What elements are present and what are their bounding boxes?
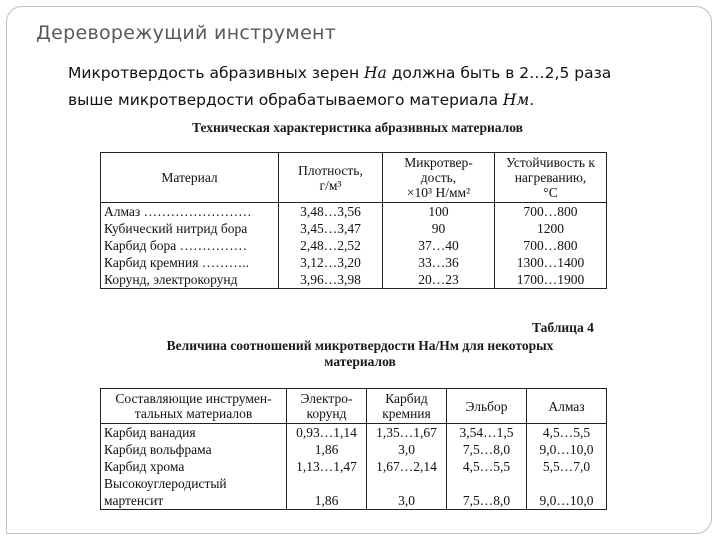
table-row <box>101 237 607 254</box>
table1-header-text: Устойчивость к <box>506 155 595 170</box>
value-cell <box>287 475 367 492</box>
table-row <box>101 203 607 221</box>
value-cell: 1,67…2,14 <box>367 458 447 475</box>
table1-header-text: нагреванию, <box>514 170 587 185</box>
row-label-cell: Кубический нитрид бора <box>101 220 279 237</box>
value-cell: 3,45…3,47 <box>279 220 383 237</box>
row-label-cell: Карбид вольфрама <box>101 441 287 458</box>
value-cell: 1,13…1,47 <box>287 458 367 475</box>
value-cell: 100 <box>383 203 495 221</box>
table1-body <box>101 203 607 289</box>
value-cell: 90 <box>383 220 495 237</box>
microhardness-ratio-table <box>100 388 607 510</box>
table2-header-text: корунд <box>306 406 347 421</box>
table1-header-text: Материал <box>161 170 218 185</box>
value-cell: 2,48…2,52 <box>279 237 383 254</box>
row-label-cell: Алмаз …………………… <box>101 203 279 221</box>
row-label-cell: Карбид ванадия <box>101 424 287 442</box>
value-cell: 0,93…1,14 <box>287 424 367 442</box>
intro-line2-start: выше микротвердости обрабатываемого материала <box>68 91 503 109</box>
value-cell: 3,0 <box>367 492 447 510</box>
table2-body <box>101 424 607 510</box>
row-label-cell: Высокоуглеродистый <box>101 475 287 492</box>
table2-header-cell <box>367 389 447 424</box>
table1-header-cell <box>101 153 279 203</box>
row-label-cell: Карбид бора …………… <box>101 237 279 254</box>
value-cell: 3,0 <box>367 441 447 458</box>
value-cell: 3,54…1,5 <box>447 424 527 442</box>
abrasives-table <box>100 152 607 289</box>
value-cell: 1,86 <box>287 441 367 458</box>
value-cell: 5,5…7,0 <box>527 458 607 475</box>
value-cell: 9,0…10,0 <box>527 492 607 510</box>
value-cell: 700…800 <box>495 203 607 221</box>
value-cell: 7,5…8,0 <box>447 492 527 510</box>
table1-header-cell <box>383 153 495 203</box>
table-row <box>101 271 607 289</box>
table2-header-cell <box>101 389 287 424</box>
table1-header-text: Микротвер- <box>404 155 473 170</box>
table2-header-cell <box>527 389 607 424</box>
table2-caption <box>120 338 600 370</box>
table-row <box>101 492 607 510</box>
value-cell: 3,12…3,20 <box>279 254 383 271</box>
value-cell: 37…40 <box>383 237 495 254</box>
table1-header-text: °С <box>543 185 558 200</box>
intro-hm-symbol: Hм <box>502 91 530 109</box>
value-cell <box>367 475 447 492</box>
table2-header-cell <box>287 389 367 424</box>
value-cell: 1,86 <box>287 492 367 510</box>
table2-header-cell <box>447 389 527 424</box>
value-cell: 3,96…3,98 <box>279 271 383 289</box>
table2-header-text: Эльбор <box>465 398 508 414</box>
table2-number: Таблица 4 <box>532 320 594 335</box>
table2-header-row <box>101 389 607 424</box>
table-row <box>101 424 607 442</box>
table-row <box>101 441 607 458</box>
row-label-cell: Карбид кремния ……….. <box>101 254 279 271</box>
table1-header-row <box>101 153 607 203</box>
table2-header-text: тальных материалов <box>134 406 253 421</box>
slide-title: Дереворежущий инструмент <box>36 22 337 44</box>
value-cell: 7,5…8,0 <box>447 441 527 458</box>
table1-header-text: ×10³ Н/мм² <box>406 185 471 200</box>
value-cell: 1700…1900 <box>495 271 607 289</box>
intro-text <box>68 60 628 114</box>
table2-header-text: Электро- <box>300 391 353 406</box>
intro-line1-end: должна быть в 2…2,5 раза <box>386 64 612 82</box>
table2-header-text: Алмаз <box>548 398 585 414</box>
table1-caption: Техническая характеристика абразивных материалов <box>192 120 523 135</box>
table1-header-cell <box>495 153 607 203</box>
value-cell <box>527 475 607 492</box>
table2-caption-line2: материалов <box>324 354 396 369</box>
table-row <box>101 475 607 492</box>
table1-header-cell <box>279 153 383 203</box>
value-cell: 1200 <box>495 220 607 237</box>
table1-header-text: Плотность, <box>298 162 363 178</box>
table2-caption-line1: Величина соотношений микротвердости Ha/Hм для некоторых <box>166 338 554 353</box>
value-cell: 1,35…1,67 <box>367 424 447 442</box>
row-label-cell: Карбид хрома <box>101 458 287 475</box>
row-label-cell: Корунд, электрокорунд <box>101 271 279 289</box>
table2-header-text: Составляющие инструмен- <box>115 391 272 406</box>
intro-line1-start: Микротвердость абразивных зерен <box>68 64 365 82</box>
table-row <box>101 254 607 271</box>
table2-header-text: Карбид <box>385 391 428 406</box>
value-cell: 1300…1400 <box>495 254 607 271</box>
value-cell: 700…800 <box>495 237 607 254</box>
table-row <box>101 220 607 237</box>
value-cell: 20…23 <box>383 271 495 289</box>
intro-ha-symbol: Ha <box>364 64 387 82</box>
row-label-cell: мартенсит <box>101 492 287 510</box>
table-row <box>101 458 607 475</box>
value-cell: 9,0…10,0 <box>527 441 607 458</box>
value-cell <box>447 475 527 492</box>
table1-header-text: дость, <box>420 170 457 185</box>
table2-header-text: кремния <box>382 406 431 421</box>
value-cell: 3,48…3,56 <box>279 203 383 221</box>
intro-line2-end: . <box>529 91 535 109</box>
value-cell: 33…36 <box>383 254 495 271</box>
value-cell: 4,5…5,5 <box>447 458 527 475</box>
table1-header-text: г/м³ <box>319 177 342 193</box>
value-cell: 4,5…5,5 <box>527 424 607 442</box>
